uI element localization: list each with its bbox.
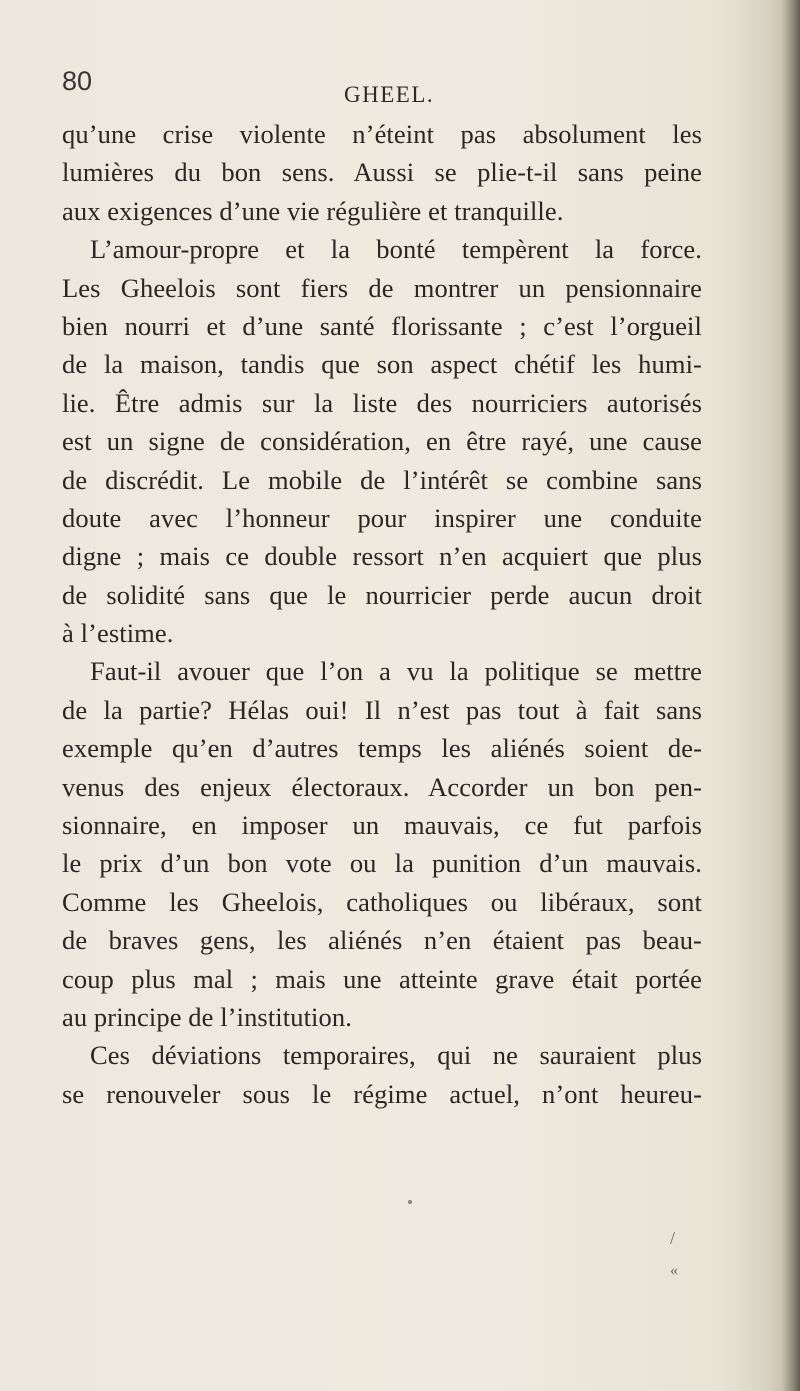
margin-mark: « — [670, 1262, 678, 1279]
text-line: exemple qu’en d’autres temps les aliénés soient de- — [62, 733, 702, 764]
ink-speck — [408, 1200, 412, 1204]
text-line: Ces déviations temporaires, qui ne sauraient plus — [90, 1040, 702, 1071]
text-line: le prix d’un bon vote ou la punition d’un mauvais. — [62, 848, 702, 879]
text-line: lumières du bon sens. Aussi se plie-t-il sans peine — [62, 157, 702, 188]
text-line: coup plus mal ; mais une atteinte grave était portée — [62, 963, 702, 994]
running-head: GHEEL. — [344, 82, 435, 107]
margin-mark: / — [670, 1228, 676, 1248]
text-line: de discrédit. Le mobile de l’intérêt se combine sans — [62, 464, 702, 495]
text-line: doute avec l’honneur pour inspirer une conduite — [62, 502, 702, 533]
text-line: sionnaire, en imposer un mauvais, ce fut parfois — [62, 810, 702, 841]
page-edge-shadow — [782, 0, 800, 1391]
text-line: de la maison, tandis que son aspect chétif les humi- — [62, 349, 702, 380]
text-line: L’amour-propre et la bonté tempèrent la force. — [90, 234, 702, 265]
text-line: Faut-il avouer que l’on a vu la politique se mettre — [90, 656, 702, 687]
text-line: bien nourri et d’une santé florissante ; c’est l’orgueil — [62, 310, 702, 341]
text-line: venus des enjeux électoraux. Accorder un bon pen- — [62, 771, 702, 802]
text-line: se renouveler sous le régime actuel, n’ont heureu- — [62, 1078, 702, 1109]
text-line: est un signe de considération, en être rayé, une cause — [62, 426, 702, 457]
text-line: à l’estime. — [62, 618, 174, 649]
text-line: digne ; mais ce double ressort n’en acquiert que plus — [62, 541, 702, 572]
page-header — [62, 66, 702, 106]
text-line: Comme les Gheelois, catholiques ou libéraux, sont — [62, 886, 702, 917]
text-line: de braves gens, les aliénés n’en étaient pas beau- — [62, 925, 702, 956]
body-text — [62, 115, 702, 1113]
text-line: qu’une crise violente n’éteint pas absolument les — [62, 119, 702, 149]
text-line: aux exigences d’une vie régulière et tranquille. — [62, 195, 564, 226]
text-line: de la partie? Hélas oui! Il n’est pas tout à fait sans — [62, 694, 702, 725]
page-number: 80 — [62, 66, 93, 96]
text-line: Les Gheelois sont fiers de montrer un pensionnaire — [62, 272, 702, 303]
text-line: de solidité sans que le nourricier perde aucun droit — [62, 579, 702, 610]
text-line: lie. Être admis sur la liste des nourriciers autorisés — [62, 387, 702, 418]
text-line: au principe de l’institution. — [62, 1001, 352, 1032]
